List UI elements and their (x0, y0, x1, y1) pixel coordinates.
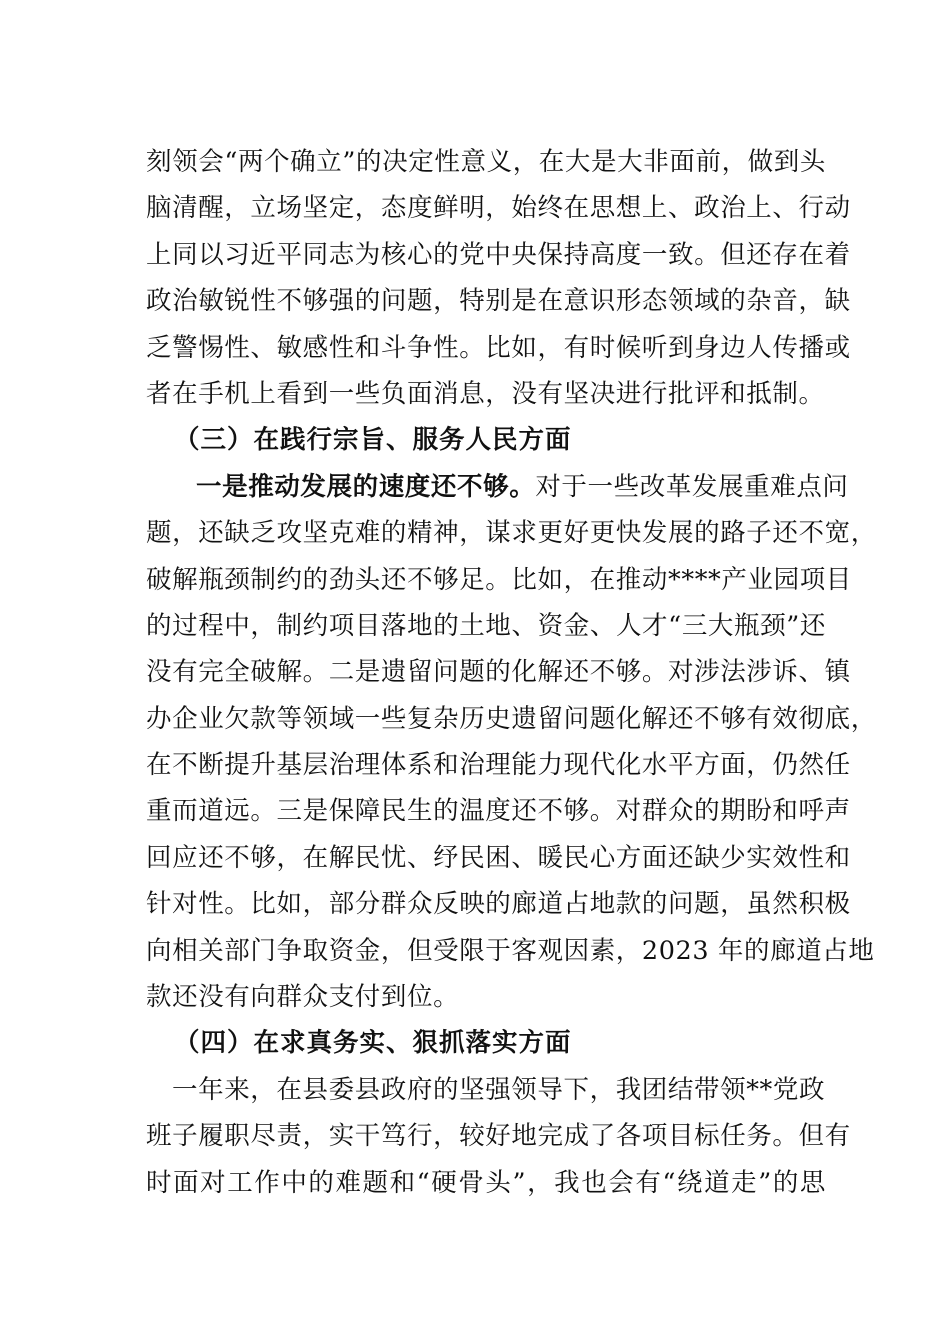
paragraph-line-text: 一年来，在县委县政府的坚强领导下，我团结带领**党政 (172, 1074, 826, 1105)
paragraph-line: 班子履职尽责，实干笃行，较好地完成了各项目标任务。但有 (146, 1121, 851, 1152)
paragraph-line: 破解瓶颈制约的劲头还不够足。比如，在推动****产业园项目 (146, 564, 852, 595)
paragraph-line: 办企业欠款等领域一些复杂历史遗留问题化解还不够有效彻底， (146, 703, 877, 734)
paragraph-line: 政治敏锐性不够强的问题，特别是在意识形态领域的杂音，缺 (146, 286, 851, 317)
section-3-lead-line (146, 464, 849, 510)
lead-rest: 对于一些改革发展重难点问 (535, 471, 849, 502)
paragraph-line: 题，还缺乏攻坚克难的精神，谋求更好更快发展的路子还不宽， (146, 518, 877, 549)
section-heading-3: （三）在践行宗旨、服务人民方面 (174, 425, 572, 456)
body-text (146, 139, 877, 1206)
paragraph-line: 时面对工作中的难题和“硬骨头”，我也会有“绕道走”的思 (146, 1167, 826, 1198)
paragraph-line: 针对性。比如，部分群众反映的廊道占地款的问题，虽然积极 (146, 889, 851, 920)
paragraph-line: 款还没有向群众支付到位。 (146, 982, 460, 1013)
lead-emphasis: 一是推动发展的速度还不够。 (196, 471, 536, 502)
paragraph-line: 回应还不够，在解民忧、纾民困、暖民心方面还缺少实效性和 (146, 842, 851, 873)
paragraph-line: 没有完全破解。二是遗留问题的化解还不够。对涉法涉诉、镇 (146, 657, 851, 688)
paragraph-line: 上同以习近平同志为核心的党中央保持高度一致。但还存在着 (146, 239, 851, 270)
paragraph-line: 者在手机上看到一些负面消息，没有坚决进行批评和抵制。 (146, 378, 825, 409)
paragraph-line: 向相关部门争取资金，但受限于客观因素，2023 年的廊道占地 (146, 935, 875, 966)
paragraph-line: 刻领会“两个确立”的决定性意义，在大是大非面前，做到头 (146, 147, 826, 177)
paragraph-line: 乏警惕性、敏感性和斗争性。比如，有时候听到身边人传播或 (146, 332, 851, 363)
paragraph-line: 重而道远。三是保障民生的温度还不够。对群众的期盼和呼声 (146, 796, 851, 827)
paragraph-line: 脑清醒，立场坚定，态度鲜明，始终在思想上、政治上、行动 (146, 193, 851, 224)
section-heading-4: （四）在求真务实、狠抓落实方面 (174, 1028, 572, 1059)
section-4-first-line (146, 1067, 826, 1113)
paragraph-line: 的过程中，制约项目落地的土地、资金、人才“三大瓶颈”还 (146, 610, 826, 641)
paragraph-line: 在不断提升基层治理体系和治理能力现代化水平方面，仍然任 (146, 750, 851, 781)
